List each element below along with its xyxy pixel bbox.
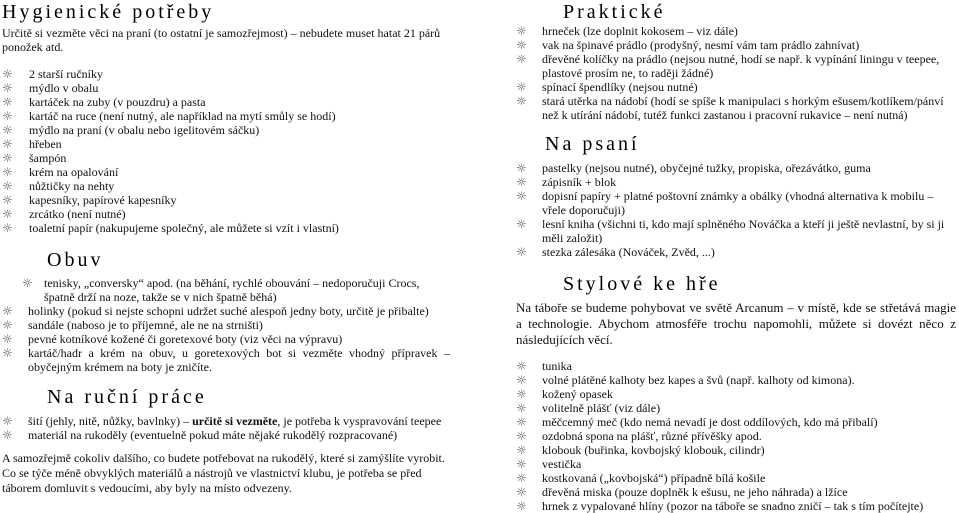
sun-icon: ☼ xyxy=(516,217,527,231)
list-item: ☼ vak na špinavé prádlo (prodyšný, nesmí vám tam prádlo zahnívat) xyxy=(516,38,860,52)
list-item: ☼ ozdobná spona na plášť, různé přívěšky apod. xyxy=(516,429,762,443)
shoes-list xyxy=(2,276,450,374)
sun-icon: ☼ xyxy=(516,387,527,401)
sun-icon: ☼ xyxy=(516,415,527,429)
list-item: ☼ volné plátěné kalhoty bez kapes a švů (např. kalhoty od kimona). xyxy=(516,373,855,387)
sun-icon: ☼ xyxy=(2,193,13,207)
sun-icon: ☼ xyxy=(22,276,33,290)
list-item: ☼ zrcátko (není nutné) xyxy=(2,207,126,221)
list-item: ☼ holinky (pokud si nejste schopni udržet suché alespoň jedny boty, určitě je přibalte) xyxy=(2,304,429,318)
sun-icon: ☼ xyxy=(516,175,527,189)
sun-icon: ☼ xyxy=(2,304,13,318)
list-item: ☼ tenisky, „conversky“ apod. (na běhání, rychlé obouvání – nedoporučuji Crocs, špatně drží na noze, takže se v nich špatně běhá) xyxy=(22,276,420,304)
sun-icon: ☼ xyxy=(516,80,527,94)
list-item: ☼ stará utěrka na nádobí (hodí se spíše k manipulaci s horkým ešusem/kotlíkem/pánví než k utírání nádobí, tutéž funkci zastanou i pracovní rukavice – není nutná) xyxy=(516,94,944,122)
list-item: ☼ krém na opalování xyxy=(2,165,119,179)
sun-icon: ☼ xyxy=(516,52,527,66)
sun-icon: ☼ xyxy=(516,401,527,415)
sun-icon: ☼ xyxy=(516,443,527,457)
list-item: ☼ hřeben xyxy=(2,137,62,151)
sun-icon: ☼ xyxy=(2,109,13,123)
right-column xyxy=(516,0,956,513)
writing-heading: Na psaní xyxy=(545,133,640,155)
sun-icon: ☼ xyxy=(2,123,13,137)
sun-icon: ☼ xyxy=(516,24,527,38)
list-item: ☼ mýdlo v obalu xyxy=(2,81,99,95)
sun-icon: ☼ xyxy=(516,457,527,471)
sun-icon: ☼ xyxy=(516,373,527,387)
hygiene-heading: Hygienické potřeby xyxy=(2,1,215,23)
sun-icon: ☼ xyxy=(2,95,13,109)
list-item: ☼ šití (jehly, nitě, nůžky, bavlnky) – určitě si vezměte, je potřeba k vyspravování teepee xyxy=(2,414,442,428)
sun-icon: ☼ xyxy=(516,161,527,175)
list-item: ☼ zápisník + blok xyxy=(516,175,617,189)
list-item: ☼ šampón xyxy=(2,151,67,165)
sun-icon: ☼ xyxy=(516,94,527,108)
list-item: ☼ mýdlo na praní (v obalu nebo igelitovém sáčku) xyxy=(2,123,260,137)
list-item: ☼ tunika xyxy=(516,359,572,373)
list-item: ☼ nůžtičky na nehty xyxy=(2,179,115,193)
list-item: ☼ hrnek z vypalované hlíny (pozor na táboře se snadno zničí – tak s tím počítejte) xyxy=(516,499,924,513)
style-list xyxy=(516,359,956,513)
shoes-heading: Obuv xyxy=(47,249,104,271)
sun-icon: ☼ xyxy=(516,485,527,499)
practical-list xyxy=(516,24,956,122)
sun-icon: ☼ xyxy=(516,189,527,203)
list-item: ☼ vestička xyxy=(516,457,582,471)
sun-icon: ☼ xyxy=(2,67,13,81)
sun-icon: ☼ xyxy=(516,429,527,443)
list-item: ☼ kartáček na zuby (v pouzdru) a pasta xyxy=(2,95,206,109)
list-item: ☼ volitelně plášť (viz dále) xyxy=(516,401,661,415)
sun-icon: ☼ xyxy=(2,165,13,179)
list-item: ☼ kartáč/hadr a krém na obuv, u goretexových bot si vezměte vhodný přípravek – obyčejným krémem na boty je zničíte. xyxy=(2,346,450,374)
list-item: ☼ kartáč na ruce (není nutný, ale například na mytí smůly se hodí) xyxy=(2,109,336,123)
list-item: ☼ spínací špendlíky (nejsou nutné) xyxy=(516,80,698,94)
style-heading: Stylové ke hře xyxy=(563,273,721,295)
list-item: ☼ dřevěná miska (pouze doplněk k ešusu, ne jeho náhrada) a lžíce xyxy=(516,485,848,499)
hygiene-list xyxy=(2,67,450,235)
crafts-heading: Na ruční práce xyxy=(47,386,207,408)
list-item: ☼ dřevěné kolíčky na prádlo (nejsou nutné, hodí se např. k vypínání liningu v teepee, plastové prosím ne, to raději žádné) xyxy=(516,52,940,80)
list-item: ☼ 2 starší ručníky xyxy=(2,67,103,81)
sun-icon: ☼ xyxy=(516,359,527,373)
list-item: ☼ pevné kotníkové kožené či goretexové boty (viz věci na výpravu) xyxy=(2,332,343,346)
practical-heading: Praktické xyxy=(563,1,666,23)
list-item: ☼ toaletní papír (nakupujeme společný, ale můžete si vzít i vlastní) xyxy=(2,221,339,235)
sun-icon: ☼ xyxy=(2,332,13,346)
style-intro: Na táboře se budeme pohybovat ve světě Arcanum – v místě, kde se střetává magie a technologie. Abychom atmosféře trochu napomohli, můžete si dovézt něco z následujících věcí. xyxy=(516,300,956,347)
sun-icon: ☼ xyxy=(516,471,527,485)
list-item: ☼ stezka zálesáka (Nováček, Zvěd, ...) xyxy=(516,245,715,259)
sun-icon: ☼ xyxy=(2,81,13,95)
list-item: ☼ sandále (naboso je to příjemné, ale ne na strništi) xyxy=(2,318,263,332)
writing-list xyxy=(516,161,956,259)
list-item: ☼ měčcemný meč (kdo nemá nevadí je dost oddílových, kdo má přibalí) xyxy=(516,415,878,429)
sun-icon: ☼ xyxy=(2,318,13,332)
list-item: ☼ hrneček (lze doplnit kokosem – viz dále) xyxy=(516,24,738,38)
sun-icon: ☼ xyxy=(2,221,13,235)
list-item: ☼ materiál na rukoděly (eventuelně pokud máte nějaké rukodělý rozpracované) xyxy=(2,428,398,442)
sun-icon: ☼ xyxy=(516,38,527,52)
crafts-list xyxy=(2,414,450,442)
sun-icon: ☼ xyxy=(2,179,13,193)
sun-icon: ☼ xyxy=(2,346,13,360)
list-item: ☼ lesní kniha (všichni ti, kdo mají splněného Nováčka a kteří ji ještě nevlastní, by si ji měli založit) xyxy=(516,217,945,245)
list-item: ☼ kapesníky, papírové kapesníky xyxy=(2,193,177,207)
sun-icon: ☼ xyxy=(2,137,13,151)
sun-icon: ☼ xyxy=(516,245,527,259)
list-item: ☼ pastelky (nejsou nutné), obyčejné tužky, propiska, ořezávátko, guma xyxy=(516,161,871,175)
list-item: ☼ klobouk (buřinka, kovbojský klobouk, cilindr) xyxy=(516,443,765,457)
sun-icon: ☼ xyxy=(2,151,13,165)
list-item: ☼ kostkovaná („kovbojská“) případně bílá košile xyxy=(516,471,766,485)
sun-icon: ☼ xyxy=(2,207,13,221)
list-item: ☼ dopisní papíry + platné poštovní známky a obálky (vhodná alternativa k mobilu – vřele doporučuji) xyxy=(516,189,934,217)
sun-icon: ☼ xyxy=(2,414,13,428)
sun-icon: ☼ xyxy=(516,499,527,513)
sun-icon: ☼ xyxy=(2,428,13,442)
list-item: ☼ kožený opasek xyxy=(516,387,613,401)
crafts-footer: A samozřejmě cokoliv dalšího, co budete potřebovat na rukodělý, které si zamýšlíte vyrobit. Co se týče méně obvyklých materiálů a nástrojů ve vlastnictví klubu, je potřeba se před táborem domluvit s vedoucími, aby byly na místo odvezeny. xyxy=(2,451,445,495)
left-column xyxy=(2,0,450,496)
hygiene-intro: Určitě si vezměte věci na praní (to ostatní je samozřejmost) – nebudete muset hatat 21 párů ponožek atd. xyxy=(2,26,441,54)
